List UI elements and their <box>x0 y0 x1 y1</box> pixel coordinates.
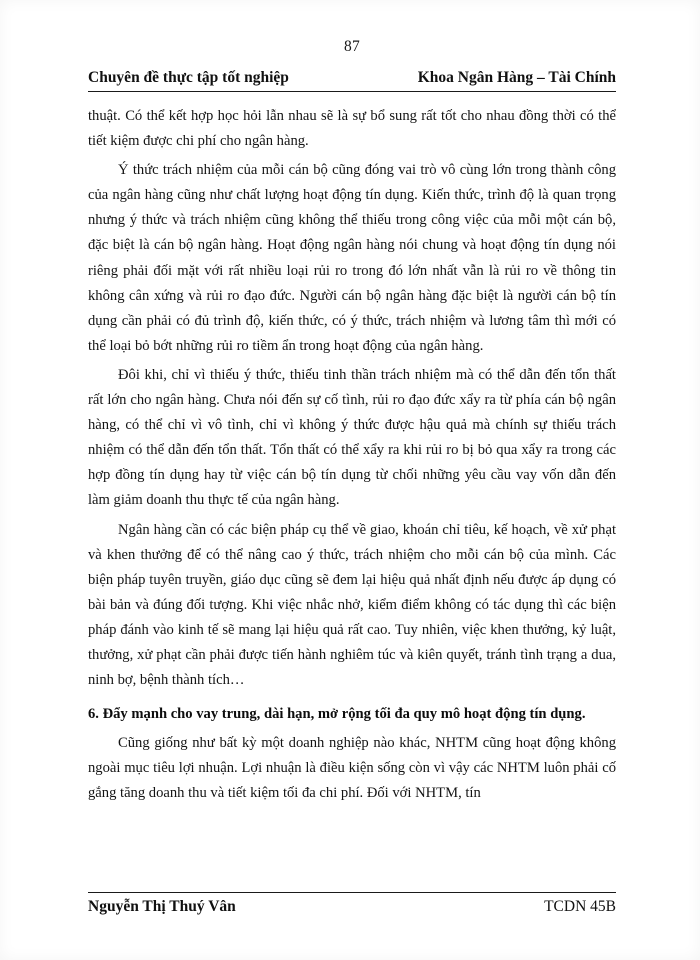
header-right-text: Khoa Ngân Hàng – Tài Chính <box>417 69 616 86</box>
page-content-area <box>88 0 616 960</box>
header-left-text: Chuyên đề thực tập tốt nghiệp <box>88 69 289 86</box>
running-header <box>88 69 616 92</box>
heading-spacer <box>88 693 616 702</box>
body-text-area <box>88 104 616 807</box>
paragraph-profit-objective: Cũng giống như bất kỳ một doanh nghiệp nào khác, NHTM cũng hoạt động không ngoài mục tiêu lợi nhuận. Lợi nhuận là điều kiện sống còn vì vậy các NHTM luôn phải cố gắng tăng doanh thu và tiết kiệm tối đa chi phí. Đối với NHTM, tín <box>88 735 616 802</box>
footer-author-name: Nguyễn Thị Thuý Vân <box>88 898 236 915</box>
paragraph-measures-rewards: Ngân hàng cần có các biện pháp cụ thể về giao, khoán chỉ tiêu, kế hoạch, về xử phạt và khen thưởng để có thể nâng cao ý thức, trách nhiệm cho mỗi cán bộ của mình. Các biện pháp tuyên truyền, giáo dục cũng sẽ đem lại hiệu quả nhất định nếu được áp dụng có bài bản và đúng đối tượng. Khi việc nhắc nhở, kiểm điểm không có tác dụng thì các biện pháp đánh vào kinh tế sẽ mang lại hiệu quả rất cao. Tuy nhiên, việc khen thưởng, kỷ luật, thưởng, xử phạt cần phải được tiến hành nghiêm túc và kiên quyết, tránh tình trạng a dua, ninh bợ, bệnh thành tích… <box>88 521 616 689</box>
paragraph-risk-losses: Đôi khi, chỉ vì thiếu ý thức, thiếu tinh thần trách nhiệm mà có thể dẫn đến tổn thất rất lớn cho ngân hàng. Chưa nói đến sự cố tình, rủi ro đạo đức xẩy ra từ phía cán bộ ngân hàng, có thể chỉ vì vô tình, chỉ vì không ý thức được hậu quả mà chính sự thiếu trách nhiệm có thể dẫn đến tổn thất. Tổn thất có thể xẩy ra khi rủi ro bị bỏ qua xẩy ra trong các hợp đồng tín dụng hay từ việc cán bộ tín dụng từ chối những yêu cầu vay vốn dẫn đến làm giảm doanh thu thực tế của ngân hàng. <box>88 366 616 509</box>
paragraph-responsibility-awareness: Ý thức trách nhiệm của mỗi cán bộ cũng đóng vai trò vô cùng lớn trong thành công của ngân hàng cũng như chất lượng hoạt động tín dụng. Kiến thức, trình độ là quan trọng nhưng ý thức và trách nhiệm cũng không thể thiếu trong công việc của mỗi một cán bộ, đặc biệt là cán bộ ngân hàng. Hoạt động ngân hàng nói chung và hoạt động tín dụng nói riêng phải đối mặt với rất nhiều loại rủi ro trong đó lớn nhất vẫn là rủi ro về thông tin không cân xứng và rủi ro đạo đức. Người cán bộ ngân hàng đặc biệt là người cán bộ tín dụng cần phải có đủ trình độ, kiến thức, có ý thức, trách nhiệm và lương tâm thì mới có thể loại bỏ bớt những rủi ro tiềm ẩn trong hoạt động của ngân hàng. <box>88 162 616 354</box>
page-number: 87 <box>344 38 360 55</box>
paragraph-continuation: thuật. Có thể kết hợp học hỏi lẫn nhau sẽ là sự bổ sung rất tốt cho nhau đồng thời có thể tiết kiệm được chi phí cho ngân hàng. <box>88 108 616 150</box>
section-heading-6: 6. Đẩy mạnh cho vay trung, dài hạn, mở rộng tối đa quy mô hoạt động tín dụng. <box>88 706 586 723</box>
footer-class-code: TCDN 45B <box>544 898 616 915</box>
running-footer <box>88 892 616 916</box>
